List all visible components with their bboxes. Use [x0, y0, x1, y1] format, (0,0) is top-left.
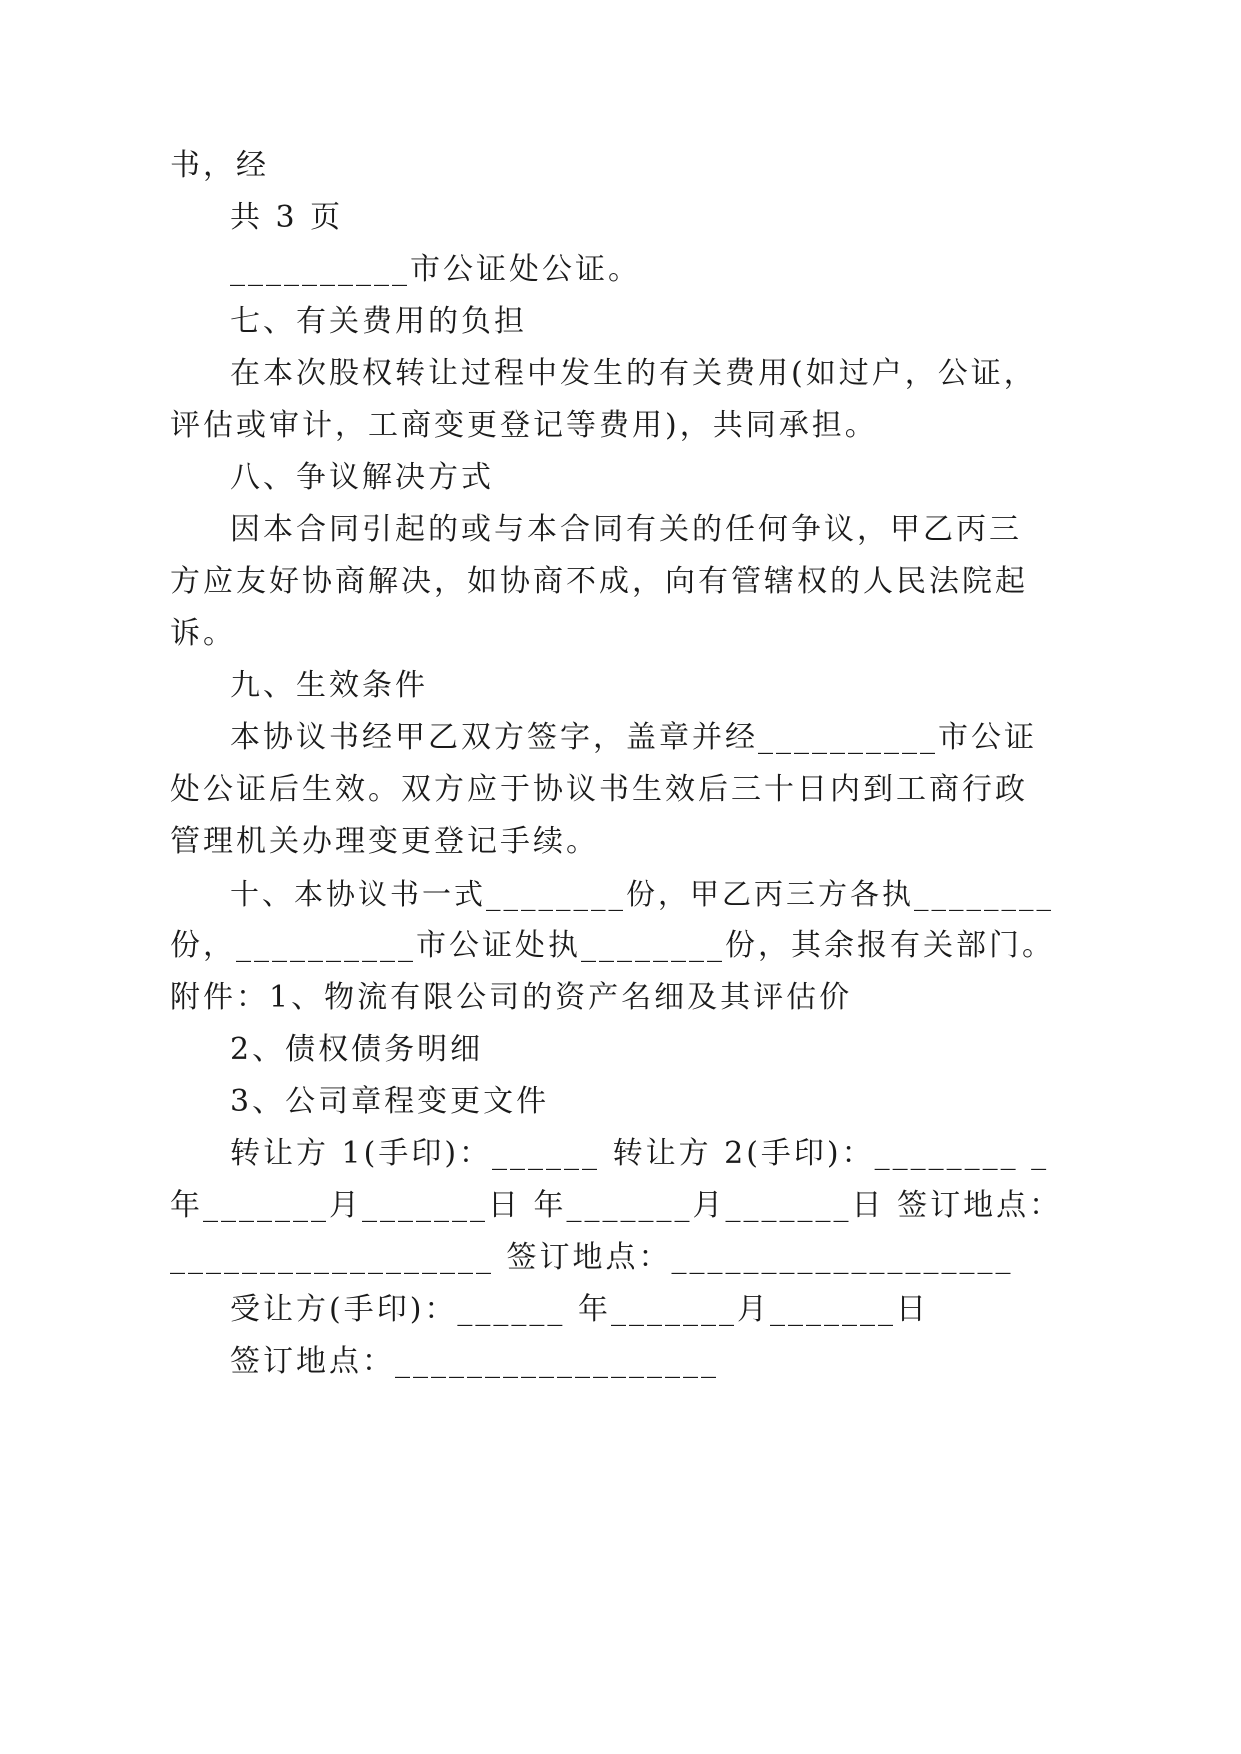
signature-line: __________________ 签订地点：___________________	[170, 1240, 1014, 1275]
section-heading-8: 八、争议解决方式	[230, 460, 494, 495]
attachment-item: 2、债权债务明细	[230, 1032, 484, 1067]
text-line: 在本次股权转让过程中发生的有关费用(如过户，公证，	[230, 356, 1037, 391]
text-line: 处公证后生效。双方应于协议书生效后三十日内到工商行政	[170, 772, 1028, 807]
text-line: 书，经	[170, 148, 269, 183]
text-line: 因本合同引起的或与本合同有关的任何争议，甲乙丙三	[230, 512, 1022, 547]
text-line: 评估或审计，工商变更登记等费用)，共同承担。	[170, 408, 878, 443]
section-heading-9: 九、生效条件	[230, 668, 428, 703]
text-line: 方应友好协商解决，如协商不成，向有管辖权的人民法院起	[170, 564, 1028, 599]
signature-line: 受让方(手印)：______ 年_______月_______日	[230, 1292, 929, 1327]
text-line: 管理机关办理变更登记手续。	[170, 824, 599, 859]
text-line: 诉。	[170, 616, 236, 651]
attachment-item: 3、公司章程变更文件	[230, 1084, 550, 1119]
section-heading-7: 七、有关费用的负担	[230, 304, 527, 339]
text-line: 本协议书经甲乙双方签字，盖章并经__________市公证	[230, 720, 1037, 755]
page-count: 共 3 页	[230, 200, 344, 235]
signature-line: 签订地点：__________________	[230, 1344, 719, 1379]
section-heading-10: 十、本协议书一式________份，甲乙丙三方各执________	[230, 877, 1055, 911]
text-line: 份，__________市公证处执________份，其余报有关部门。	[170, 928, 1055, 963]
text-line: __________市公证处公证。	[230, 252, 641, 287]
signature-line: 年_______月_______日 年_______月_______日 签订地点：	[170, 1188, 1063, 1223]
signature-line: 转让方 1(手印)：______ 转让方 2(手印)：________ _	[230, 1136, 1050, 1171]
attachments-heading: 附件：1、物流有限公司的资产名细及其评估价	[170, 980, 853, 1015]
